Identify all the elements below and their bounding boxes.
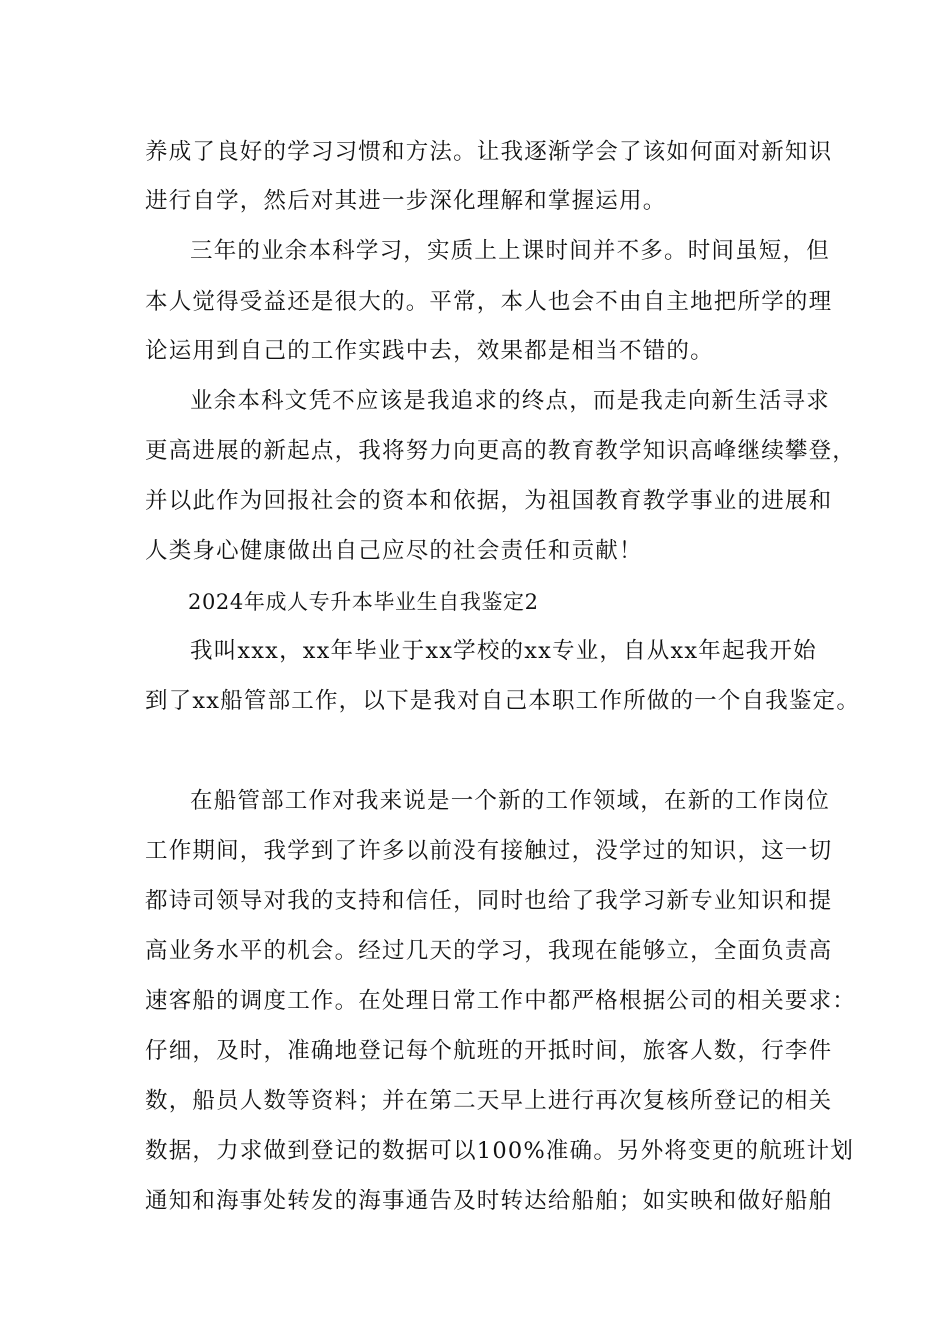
paragraph-start: 三年的业余本科学习，实质上上课时间并不多。时间虽短，但 (190, 238, 830, 264)
text-line: 都诗司领导对我的支持和信任，同时也给了我学习新专业知识和提 (145, 888, 833, 914)
text-line: 人类身心健康做出自己应尽的社会责任和贡献！ (145, 538, 643, 564)
text-line: 通知和海事处转发的海事通告及时转达给船舶；如实映和做好船舶 (145, 1188, 833, 1214)
paragraph-start: 在船管部工作对我来说是一个新的工作领域，在新的工作岗位 (190, 788, 830, 814)
text-line: 进行自学，然后对其进一步深化理解和掌握运用。 (145, 188, 667, 214)
text-line: 工作期间，我学到了许多以前没有接触过，没学过的知识，这一切 (145, 838, 833, 864)
text-line: 高业务水平的机会。经过几天的学习，我现在能够立，全面负责高 (145, 938, 833, 964)
text-line: 数据，力求做到登记的数据可以100%准确。另外将变更的航班计划 (145, 1138, 855, 1164)
text-line: 到了xx船管部工作，以下是我对自己本职工作所做的一个自我鉴定。 (145, 688, 861, 714)
text-line: 更高进展的新起点，我将努力向更高的教育教学知识高峰继续攀登， (145, 438, 857, 464)
text-line: 论运用到自己的工作实践中去，效果都是相当不错的。 (145, 338, 714, 364)
paragraph-start: 业余本科文凭不应该是我追求的终点，而是我走向新生活寻求 (190, 388, 830, 414)
text-line: 数，船员人数等资料；并在第二天早上进行再次复核所登记的相关 (145, 1088, 833, 1114)
paragraph-start: 我叫xxx，xx年毕业于xx学校的xx专业，自从xx年起我开始 (190, 638, 817, 664)
text-line: 速客船的调度工作。在处理日常工作中都严格根据公司的相关要求： (145, 988, 857, 1014)
section-heading: 2024年成人专升本毕业生自我鉴定2 (188, 590, 539, 614)
text-line: 本人觉得受益还是很大的。平常，本人也会不由自主地把所学的理 (145, 289, 833, 315)
text-line: 仔细，及时，准确地登记每个航班的开抵时间，旅客人数，行李件 (145, 1038, 833, 1064)
text-line: 并以此作为回报社会的资本和依据，为祖国教育教学事业的进展和 (145, 488, 833, 514)
text-line: 养成了良好的学习习惯和方法。让我逐渐学会了该如何面对新知识 (145, 139, 833, 165)
